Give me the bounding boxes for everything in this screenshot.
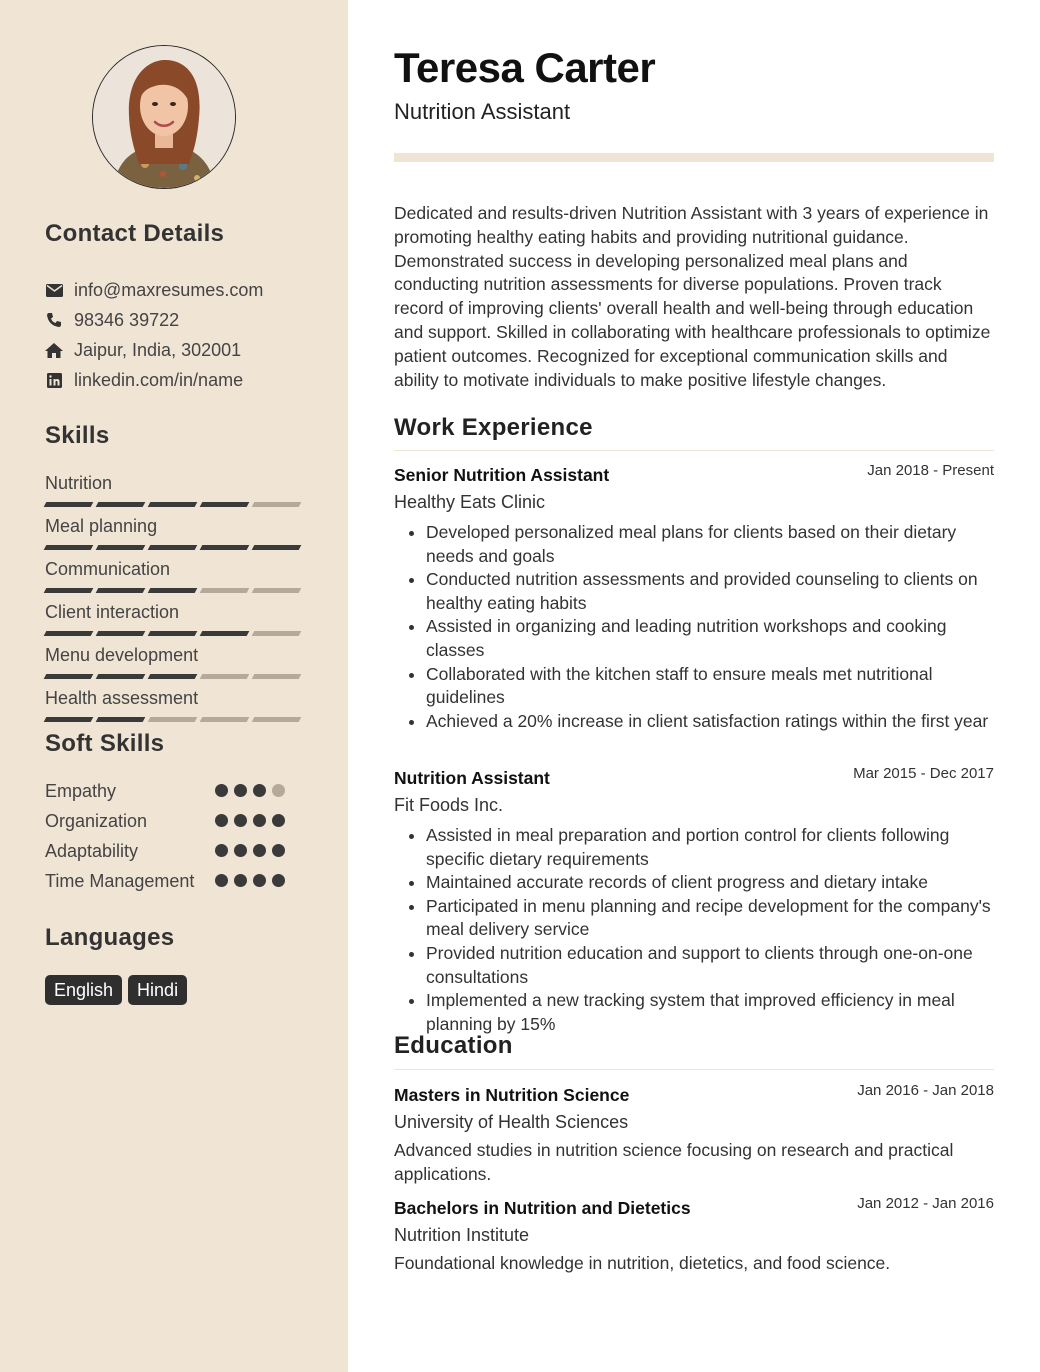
skill-level-segment bbox=[96, 631, 146, 636]
skill-item bbox=[45, 601, 305, 644]
rating-dot bbox=[272, 814, 285, 827]
rating-dot bbox=[272, 874, 285, 887]
skill-level-bar bbox=[45, 502, 305, 507]
person-title: Nutrition Assistant bbox=[394, 99, 571, 124]
sidebar bbox=[0, 0, 348, 1372]
languages-list bbox=[45, 975, 187, 1005]
soft-skill-item bbox=[45, 840, 305, 870]
rating-dot bbox=[253, 814, 266, 827]
skill-level-segment bbox=[148, 631, 198, 636]
skill-level-segment bbox=[252, 502, 302, 507]
skill-level-segment bbox=[96, 545, 146, 550]
contact-email-text: info@maxresumes.com bbox=[74, 279, 264, 300]
job-date: Mar 2015 - Dec 2017 bbox=[853, 765, 994, 782]
skill-level-segment bbox=[200, 502, 250, 507]
contact-email[interactable] bbox=[45, 275, 335, 305]
soft-skill-rating bbox=[215, 814, 285, 827]
contact-location-text: Jaipur, India, 302001 bbox=[74, 339, 242, 360]
education-entry bbox=[394, 1082, 994, 1186]
soft-skill-name: Time Management bbox=[45, 871, 195, 891]
skill-level-segment bbox=[44, 502, 94, 507]
skill-level-segment bbox=[200, 717, 250, 722]
skill-level-bar bbox=[45, 674, 305, 679]
soft-skill-item bbox=[45, 810, 305, 840]
work-heading: Work Experience bbox=[394, 414, 593, 441]
contact-linkedin[interactable] bbox=[45, 365, 335, 395]
job-company: Fit Foods Inc. bbox=[394, 795, 504, 815]
soft-skill-name: Adaptability bbox=[45, 841, 139, 861]
work-divider bbox=[394, 450, 994, 451]
skill-level-segment bbox=[252, 631, 302, 636]
rating-dot bbox=[272, 844, 285, 857]
contact-heading: Contact Details bbox=[45, 220, 225, 247]
linkedin-icon bbox=[45, 371, 63, 389]
rating-dot bbox=[215, 874, 228, 887]
skill-name: Meal planning bbox=[45, 516, 158, 536]
skill-level-segment bbox=[148, 717, 198, 722]
school-name: University of Health Sciences bbox=[394, 1112, 629, 1132]
education-entry bbox=[394, 1195, 994, 1276]
header-divider bbox=[394, 153, 994, 162]
education-heading: Education bbox=[394, 1032, 513, 1059]
soft-skills-list bbox=[45, 780, 305, 900]
skill-level-segment bbox=[44, 588, 94, 593]
skill-level-segment bbox=[96, 674, 146, 679]
skill-name: Communication bbox=[45, 559, 171, 579]
soft-skills-heading: Soft Skills bbox=[45, 730, 165, 757]
skill-level-bar bbox=[45, 545, 305, 550]
rating-dot bbox=[215, 784, 228, 797]
skill-level-bar bbox=[45, 588, 305, 593]
soft-skill-rating bbox=[215, 844, 285, 857]
rating-dot bbox=[215, 844, 228, 857]
skill-level-segment bbox=[252, 545, 302, 550]
skill-level-segment bbox=[200, 631, 250, 636]
skill-level-segment bbox=[44, 631, 94, 636]
skill-level-segment bbox=[200, 674, 250, 679]
soft-skill-item bbox=[45, 780, 305, 810]
profile-photo bbox=[92, 45, 236, 189]
job-bullet: • Assisted in organizing and leading nutrition workshops and cooking classes bbox=[426, 615, 994, 662]
contact-phone[interactable] bbox=[45, 305, 335, 335]
soft-skill-item bbox=[45, 870, 305, 900]
rating-dot bbox=[215, 814, 228, 827]
education-date: Jan 2016 - Jan 2018 bbox=[857, 1082, 994, 1099]
skill-level-segment bbox=[200, 545, 250, 550]
job-bullets bbox=[394, 521, 994, 733]
degree-title: Masters in Nutrition Science bbox=[394, 1085, 630, 1105]
rating-dot bbox=[234, 874, 247, 887]
home-icon bbox=[45, 341, 63, 359]
job-bullet: • Collaborated with the kitchen staff to ensure meals met nutritional guidelines bbox=[426, 663, 994, 710]
contact-list bbox=[45, 275, 335, 395]
job-title: Nutrition Assistant bbox=[394, 768, 550, 788]
rating-dot bbox=[253, 784, 266, 797]
skill-level-segment bbox=[252, 717, 302, 722]
portrait-icon bbox=[93, 46, 235, 188]
job-bullet: • Maintained accurate records of client progress and dietary intake bbox=[426, 871, 994, 895]
job-bullets bbox=[394, 824, 994, 1036]
skill-name: Nutrition bbox=[45, 473, 113, 493]
envelope-icon bbox=[45, 281, 63, 299]
rating-dot bbox=[234, 844, 247, 857]
skill-item bbox=[45, 644, 305, 687]
skill-level-segment bbox=[200, 588, 250, 593]
skill-level-segment bbox=[252, 674, 302, 679]
education-description: Advanced studies in nutrition science focusing on research and practical applications. bbox=[394, 1140, 954, 1184]
contact-location bbox=[45, 335, 335, 365]
skill-name: Client interaction bbox=[45, 602, 180, 622]
skills-list bbox=[45, 472, 305, 730]
job-bullet: • Conducted nutrition assessments and provided counseling to clients on healthy eating habits bbox=[426, 568, 994, 615]
skill-item bbox=[45, 687, 305, 730]
job-bullet: • Achieved a 20% increase in client satisfaction ratings within the first year bbox=[426, 710, 994, 734]
skill-level-segment bbox=[148, 674, 198, 679]
soft-skill-rating bbox=[215, 784, 285, 797]
job-bullet: • Implemented a new tracking system that improved efficiency in meal planning by 15% bbox=[426, 989, 994, 1036]
job-bullet: • Assisted in meal preparation and portion control for clients following specific dietary requirements bbox=[426, 824, 994, 871]
skill-item bbox=[45, 558, 305, 601]
rating-dot bbox=[234, 814, 247, 827]
person-name: Teresa Carter bbox=[394, 44, 656, 91]
rating-dot bbox=[272, 784, 285, 797]
job-title: Senior Nutrition Assistant bbox=[394, 465, 610, 485]
skill-level-bar bbox=[45, 631, 305, 636]
contact-phone-text: 98346 39722 bbox=[74, 309, 180, 330]
education-description: Foundational knowledge in nutrition, dietetics, and food science. bbox=[394, 1253, 891, 1273]
language-badge: Hindi bbox=[128, 975, 187, 1005]
skill-level-segment bbox=[44, 717, 94, 722]
skill-level-bar bbox=[45, 717, 305, 722]
contact-linkedin-text: linkedin.com/in/name bbox=[74, 369, 244, 390]
job-entry bbox=[394, 765, 994, 1036]
job-date: Jan 2018 - Present bbox=[867, 462, 994, 479]
skill-level-segment bbox=[148, 545, 198, 550]
education-date: Jan 2012 - Jan 2016 bbox=[857, 1195, 994, 1212]
skill-level-segment bbox=[44, 674, 94, 679]
soft-skill-name: Organization bbox=[45, 811, 148, 831]
phone-icon bbox=[45, 311, 63, 329]
skill-name: Health assessment bbox=[45, 688, 199, 708]
skill-item bbox=[45, 472, 305, 515]
skill-item bbox=[45, 515, 305, 558]
rating-dot bbox=[234, 784, 247, 797]
skill-level-segment bbox=[96, 717, 146, 722]
skill-level-segment bbox=[44, 545, 94, 550]
skill-level-segment bbox=[96, 502, 146, 507]
language-badge: English bbox=[45, 975, 122, 1005]
job-bullet: • Participated in menu planning and recipe development for the company's meal delivery service bbox=[426, 895, 994, 942]
job-company: Healthy Eats Clinic bbox=[394, 492, 546, 512]
skill-name: Menu development bbox=[45, 645, 199, 665]
skill-level-segment bbox=[148, 502, 198, 507]
degree-title: Bachelors in Nutrition and Dietetics bbox=[394, 1198, 691, 1218]
soft-skill-name: Empathy bbox=[45, 781, 117, 801]
school-name: Nutrition Institute bbox=[394, 1225, 530, 1245]
job-entry bbox=[394, 462, 994, 733]
skill-level-segment bbox=[252, 588, 302, 593]
skill-level-segment bbox=[148, 588, 198, 593]
languages-heading: Languages bbox=[45, 924, 175, 951]
job-bullet: • Provided nutrition education and support to clients through one-on-one consultations bbox=[426, 942, 994, 989]
job-bullet: • Developed personalized meal plans for clients based on their dietary needs and goals bbox=[426, 521, 994, 568]
soft-skill-rating bbox=[215, 874, 285, 887]
rating-dot bbox=[253, 874, 266, 887]
skill-level-segment bbox=[96, 588, 146, 593]
rating-dot bbox=[253, 844, 266, 857]
summary-text: Dedicated and results-driven Nutrition Assistant with 3 years of experience in promoting healthy eating habits and providing nutritional guidance. Demonstrated success in developing personalized meal plans and conducting nutrition assessments for diverse populations. Proven track record of improving clients' overall health and well-being through education and support. Skilled in collaborating with healthcare professionals to optimize patient outcomes. Recognized for exceptional communication skills and ability to motivate individuals to make positive lifestyle changes. bbox=[394, 203, 991, 390]
skills-heading: Skills bbox=[45, 422, 110, 449]
education-divider bbox=[394, 1069, 994, 1070]
